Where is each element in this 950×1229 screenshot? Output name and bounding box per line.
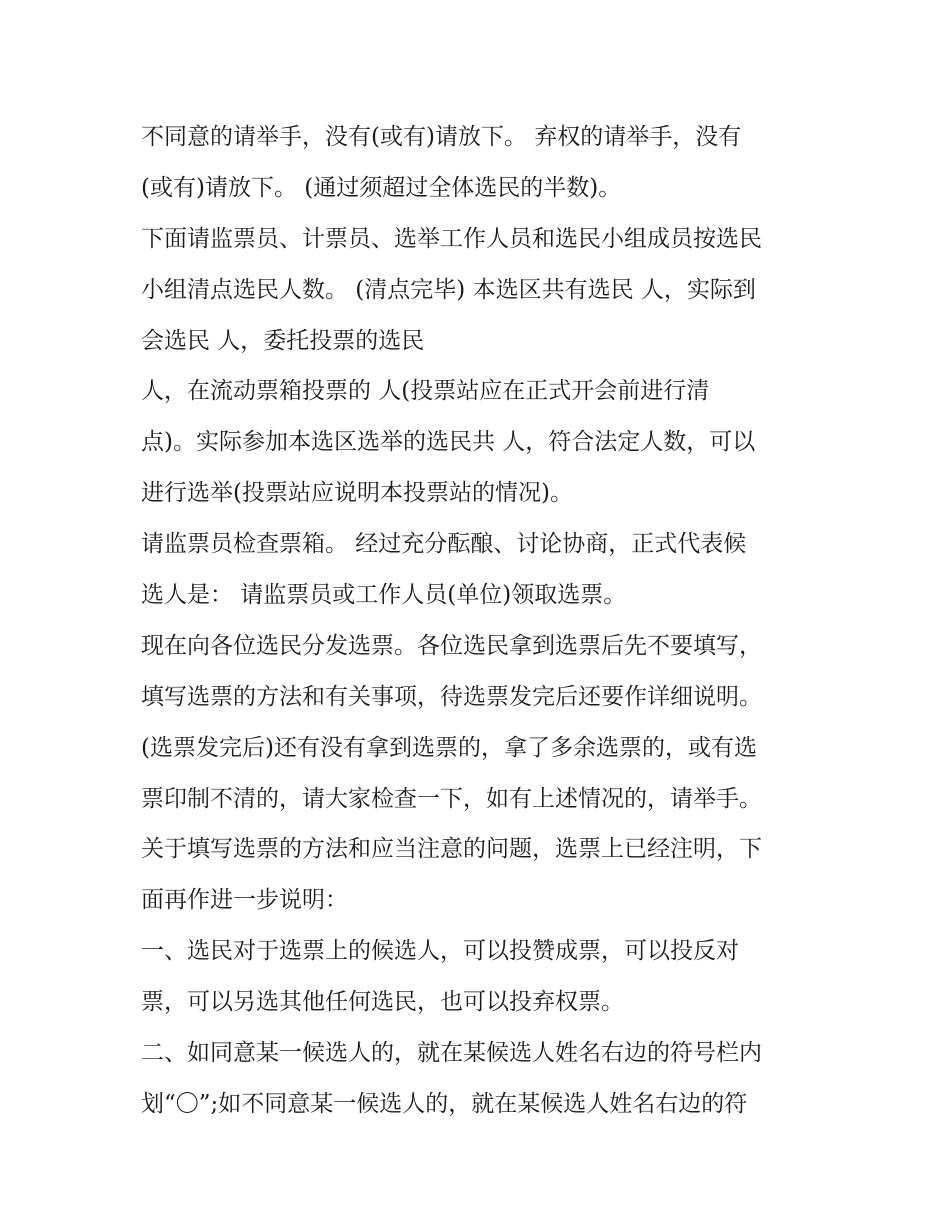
text-line: 现在向各位选民分发选票。各位选民拿到选票后先不要填写， bbox=[141, 632, 762, 659]
text-line: 点)。实际参加本选区选举的选民共 人，符合法定人数，可以 bbox=[141, 429, 756, 456]
text-line: 面再作进一步说明： bbox=[141, 887, 348, 914]
text-line: (选票发完后)还有没有拿到选票的，拿了多余选票的，或有选 bbox=[141, 734, 757, 761]
text-line: 填写选票的方法和有关事项，待选票发完后还要作详细说明。 bbox=[141, 683, 762, 710]
text-line: 小组清点选民人数。 (清点完毕) 本选区共有选民 人，实际到 bbox=[141, 276, 756, 303]
text-line: 人，在流动票箱投票的 人(投票站应在正式开会前进行清 bbox=[141, 378, 710, 405]
text-line: 关于填写选票的方法和应当注意的问题，选票上已经注明，下 bbox=[141, 836, 762, 863]
text-line: 票印制不清的，请大家检查一下，如有上述情况的，请举手。 bbox=[141, 785, 762, 812]
text-line: 不同意的请举手，没有(或有)请放下。 弃权的请举手，没有 bbox=[141, 124, 742, 150]
document-body bbox=[141, 112, 821, 1130]
text-line: 请监票员检查票箱。 经过充分酝酿、讨论协商，正式代表候 bbox=[141, 531, 747, 558]
text-line: 选人是： 请监票员或工作人员(单位)领取选票。 bbox=[141, 582, 627, 609]
text-line: 划“〇”;如不同意某一候选人的，就在某候选人姓名右边的符 bbox=[141, 1090, 748, 1117]
text-line: 进行选举(投票站应说明本投票站的情况)。 bbox=[141, 480, 573, 507]
text-line: 票，可以另选其他任何选民，也可以投弃权票。 bbox=[141, 989, 624, 1016]
text-line: 会选民 人，委托投票的选民 bbox=[141, 327, 425, 354]
text-line: 二、如同意某一候选人的，就在某候选人姓名右边的符号栏内 bbox=[141, 1040, 762, 1067]
text-line: (或有)请放下。 (通过须超过全体选民的半数)。 bbox=[141, 174, 622, 201]
text-line: 一、选民对于选票上的候选人，可以投赞成票，可以投反对 bbox=[141, 938, 739, 965]
text-line: 下面请监票员、计票员、选举工作人员和选民小组成员按选民 bbox=[141, 225, 762, 252]
